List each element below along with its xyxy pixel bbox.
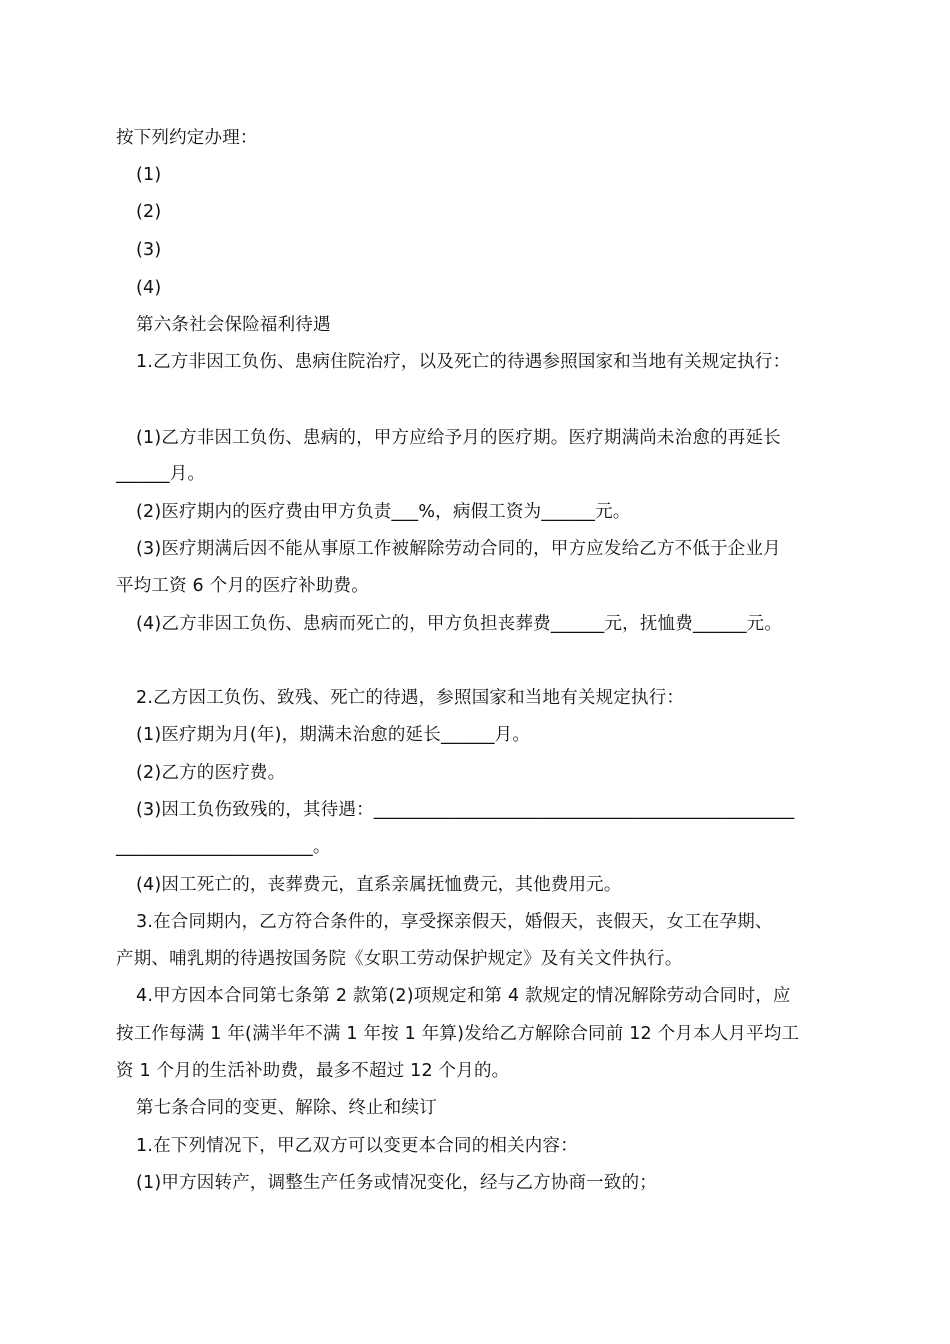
- text-line-item-1: (1): [136, 165, 162, 185]
- text-line: (1)甲方因转产，调整生产任务或情况变化，经与乙方协商一致的；: [136, 1173, 657, 1193]
- text-line: (3)因工负伤致残的，其待遇：_______________________________________________: [136, 800, 795, 820]
- text-line-intro: 按下列约定办理：: [116, 128, 258, 148]
- text-line: 2.乙方因工负伤、致残、死亡的待遇，参照国家和当地有关规定执行：: [136, 688, 685, 708]
- section-heading-article-7: 第七条合同的变更、解除、终止和续订: [136, 1098, 437, 1118]
- text-line: (1)医疗期为月(年)，期满未治愈的延长______月。: [136, 725, 531, 745]
- text-line: ______月。: [116, 464, 206, 484]
- text-line: (3)医疗期满后因不能从事原工作被解除劳动合同的，甲方应发给乙方不低于企业月: [136, 539, 781, 559]
- text-line: ______________________。: [116, 837, 331, 857]
- text-line: 平均工资 6 个月的医疗补助费。: [116, 576, 369, 596]
- text-line-item-2: (2): [136, 202, 162, 222]
- text-line: (4)乙方非因工负伤、患病而死亡的，甲方负担丧葬费______元，抚恤费______元。: [136, 614, 783, 634]
- text-line: (4)因工死亡的，丧葬费元，直系亲属抚恤费元，其他费用元。: [136, 875, 622, 895]
- text-line: 3.在合同期内，乙方符合条件的，享受探亲假天，婚假天，丧假天，女工在孕期、: [136, 912, 773, 932]
- text-line-item-4: (4): [136, 278, 162, 298]
- text-line: (2)乙方的医疗费。: [136, 763, 286, 783]
- section-heading-article-6: 第六条社会保险福利待遇: [136, 315, 331, 335]
- text-line-item-3: (3): [136, 240, 162, 260]
- text-line: (1)乙方非因工负伤、患病的，甲方应给予月的医疗期。医疗期满尚未治愈的再延长: [136, 428, 781, 448]
- text-line: 1.在下列情况下，甲乙双方可以变更本合同的相关内容：: [136, 1136, 578, 1156]
- text-line: (2)医疗期内的医疗费由甲方负责___%，病假工资为______元。: [136, 502, 631, 522]
- text-line: 1.乙方非因工负伤、患病住院治疗，以及死亡的待遇参照国家和当地有关规定执行：: [136, 352, 791, 372]
- text-line: 按工作每满 1 年(满半年不满 1 年按 1 年算)发给乙方解除合同前 12 个月本人月平均工: [116, 1024, 800, 1044]
- text-line: 产期、哺乳期的待遇按国务院《女职工劳动保护规定》及有关文件执行。: [116, 949, 683, 969]
- text-line: 资 1 个月的生活补助费，最多不超过 12 个月的。: [116, 1061, 510, 1081]
- text-line: 4.甲方因本合同第七条第 2 款第(2)项规定和第 4 款规定的情况解除劳动合同时，应: [136, 986, 791, 1006]
